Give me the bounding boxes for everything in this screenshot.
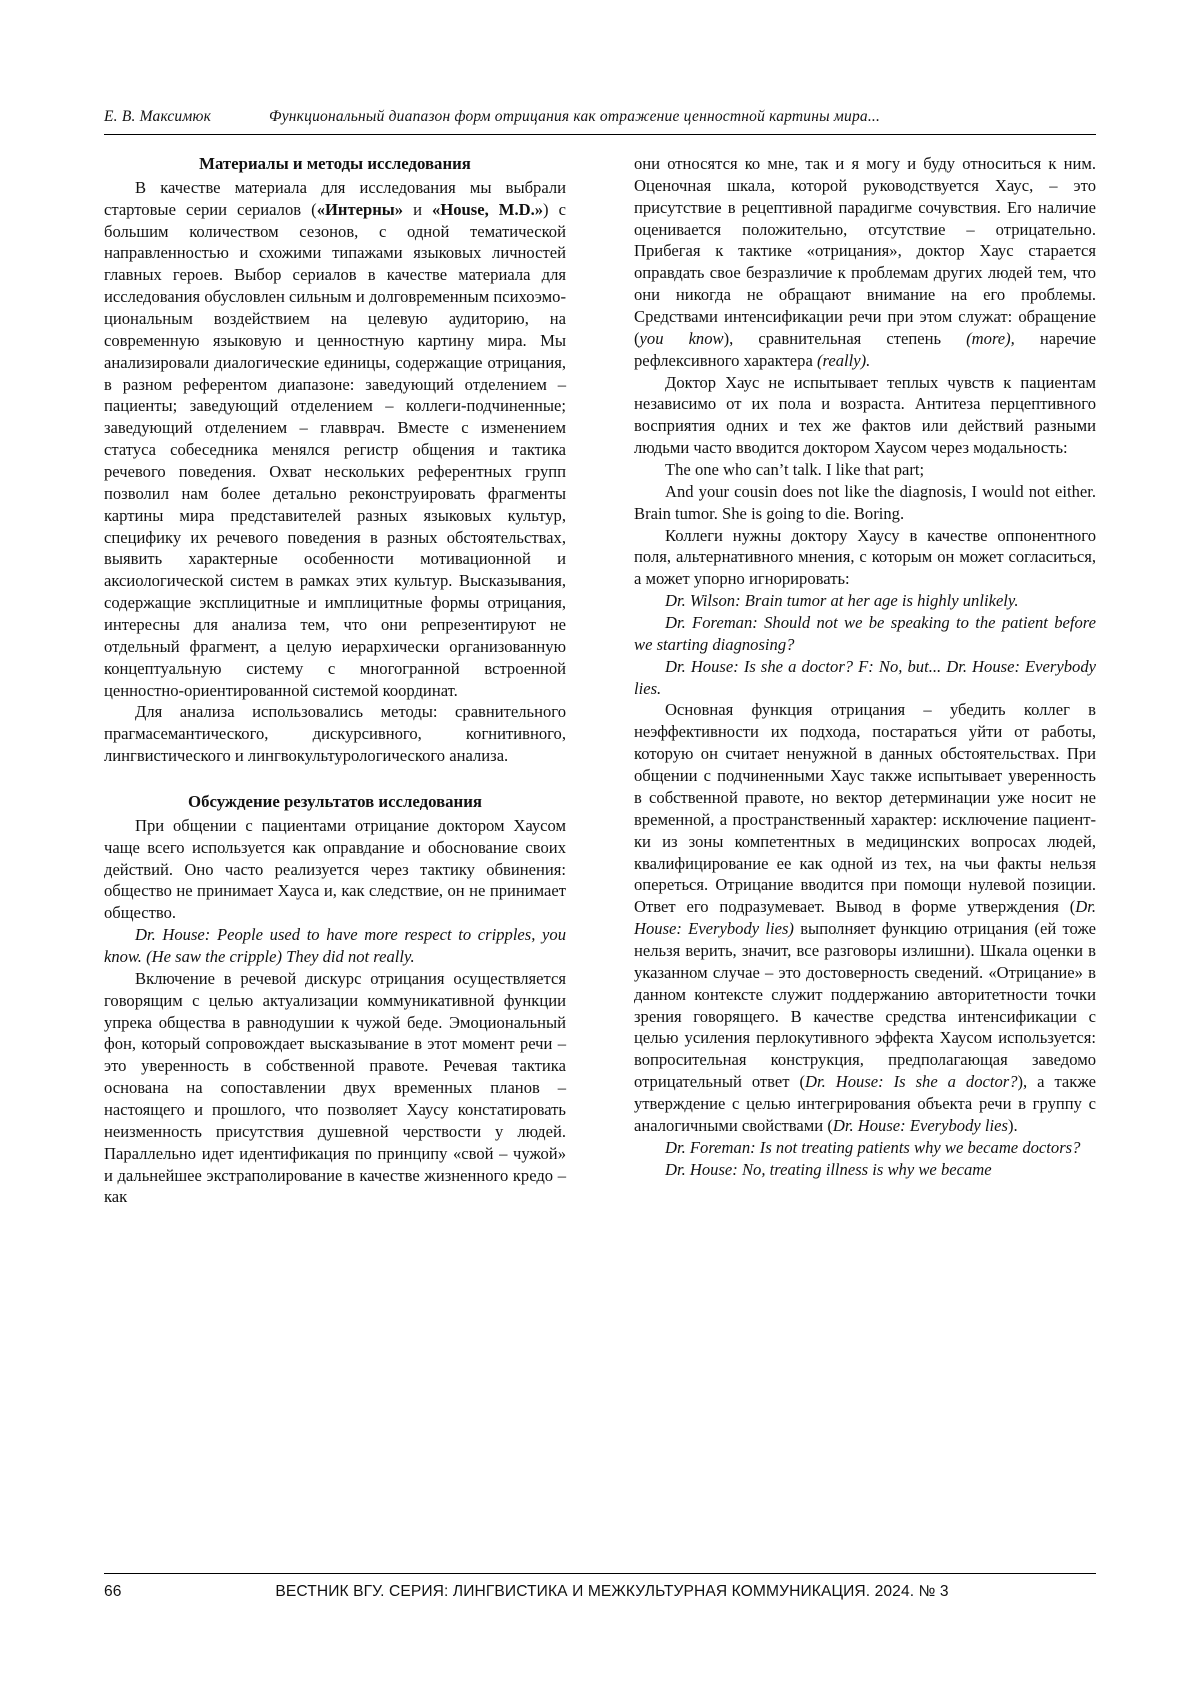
text-run: наречие рефлексивного характера <box>634 328 1096 370</box>
paragraph-discourse: Включение в речевой дискурс отрицания осуществляется говорящим с целью актуализации коммуникативной функции упрека общества в равнодушии к чужой беде. Эмоциональный фон, который сопровождает высказывание в этот момент речи – это уверенность в собственной правоте. Речевая тактика основана на сопоставлении двух временных планов – настоящего и прошлого, что позволяет Хаусу констатировать неизменность присутствия душевной черствости у людей. Параллельно идет идентификация по принципу «свой – чужой» и дальнейшее экстраполирование в качестве жизненного кредо – как <box>104 968 566 1207</box>
text-run: ). <box>1007 1115 1018 1135</box>
quote-english-1: The one who can’t talk. I like that part; <box>665 460 925 480</box>
phrase-really: (really). <box>816 350 871 370</box>
quote-dr-foreman-1: Dr. Foreman: Should not we be speaking to the patient before we starting diagnosing? <box>634 613 1096 654</box>
text-run: ), а также утверждение с целью интегрирования объекта речи в группу с аналогичными свойствами ( <box>634 1072 1096 1135</box>
paragraph-material <box>104 177 566 702</box>
footer-content <box>104 1583 1096 1601</box>
text-run: ) с большим количеством сезонов, с одной тематической направленностью и схожими типажами языковых личностей главных героев. Выбор сериалов в качестве материала для исследования обусловлен сильным и долговременным психоэмоциональным воздействием на целевую аудиторию, на современную языковую и ценностную картину мира. Мы анализировали диалогические единицы, содержащие отрицания, в разном референтом диапазоне: заведующий отделением – пациенты; заведующий отделением – коллеги-подчиненные; заведующий отделением – главврач. Вместе с изменением статуса собеседника менялся регистр общения и тактика речевого поведения. Охват нескольких референтных групп позволил нам более детально реконструировать фрагменты картины мира представителей разных языковых культур, специфику их речевого поведения в разных обстоятельствах, выявить характерные особенности мотивационной и аксиологической систем в рамках этих культур. Высказывания, содержащие эксплицитные и имплицитные формы отрицания, интересны для анализа тем, что они репрезентируют не отдельный фрагмент, а целую иерархически организованную концептуальную систему с многогранной встроенной ценностно-ориентированной системой координат. <box>104 199 567 700</box>
running-head-title: Функциональный диапазон форм отрицания как отражение ценностной картины мира... <box>269 108 881 125</box>
paragraph-evaluation-scale <box>634 153 1096 372</box>
paragraph-antithesis: Доктор Хаус не испытывает теплых чувств к пациентам независимо от их пола и возраста. Антитеза перцептивного восприятия одних и тех же фактов или действий разными людьми часто вводится доктором Хаусом через модальность: <box>634 372 1096 458</box>
text-run: выполняет функцию отрицания (ей тоже нельзя верить, значит, все разговоры излишни). Шкала оценки в указанном случае – это достоверность сведений. «Отрицание» в данном контексте служит поддержанию авторитетности точки зрения говорящего. В качестве средства интенсификации с целью усиления перлокутивного эффекта Хаусом используется: вопросительная конструкция, предполагающая заведомо отрицательный ответ ( <box>634 919 1096 1092</box>
quote-english-2: And your cousin does not like the diagnosis, I would not either. Brain tumor. She is going to die. Boring. <box>634 481 1096 523</box>
paragraph-main-function <box>634 699 1096 1136</box>
series-name-house: «House, M.D.» <box>432 199 544 219</box>
page-number: 66 <box>104 1583 122 1600</box>
text-run: они относятся ко мне, так и я могу и буду относиться к ним. Оценочная шкала, которой руководствуется Хаус, – это присутствие в рецептивной парадигме сочувствия. Его наличие оценивается положительно, отсутствие – отрицательно. Прибегая к тактике «отрицания», доктор Хаус старается оправдать свое безразличие к проблемам других людей тем, что они никогда не обращают внимание на его проблемы. Средствами интенсификации речи при этом служат: обращение ( <box>634 154 1096 348</box>
journal-citation: ВЕСТНИК ВГУ. СЕРИЯ: ЛИНГВИСТИКА И МЕЖКУЛЬТУРНАЯ КОММУНИКАЦИЯ. 2024. № 3 <box>275 1583 949 1600</box>
text-run: В качестве материала для исследования мы выбрали стартовые серии сериалов ( <box>104 177 566 219</box>
quote-dr-foreman-2: Dr. Foreman: Is not treating patients why we became doctors? <box>665 1137 1081 1157</box>
phrase-everybody-lies-1: Dr. House: Everybody lies) <box>634 897 1096 939</box>
text-run: Основная функция отрицания – убедить коллег в неэффективности их подхода, постараться уйти от работы, которую он считает ненужной в данных обстоятельствах. При общении с подчиненными Хаус также испытывает уверенность в собственной правоте, но вектор детерминации уже носит не временной, а пространственный характер: исключение пациентки из зоны компетентных в медицинских вопросах людей, квалифицирование ее как одной из тех, на чьи факты нельзя опереться. Отрицание вводится при помощи нулевой позиции. Ответ его подразумевает. Вывод в форме утверждения ( <box>634 700 1096 917</box>
phrase-everybody-lies-2: Dr. House: Everybody lies <box>832 1115 1008 1135</box>
right-column <box>634 153 1096 1180</box>
heading-materials-and-methods: Материалы и методы исследования <box>199 154 471 173</box>
body-columns <box>104 153 1096 1449</box>
paragraph-colleagues: Коллеги нужны доктору Хаусу в качестве оппонентного поля, альтернативного мнения, с которым он может согласиться, а может упорно игнорировать: <box>634 525 1096 589</box>
phrase-more: (more), <box>966 328 1015 348</box>
paragraph-patients: При общении с пациентами отрицание доктором Хаусом чаще всего используется как оправдание и обоснование своих действий. Оно часто реализуется через тактику обвинения: общество не принимает Хауса и, как следствие, он не принимает общество. <box>104 815 566 923</box>
left-column <box>104 153 566 1208</box>
footer-rule <box>104 1573 1096 1574</box>
quote-dr-house-2: Dr. House: No, treating illness is why we became <box>665 1159 992 1179</box>
running-head <box>104 108 1096 134</box>
paragraph-methods: Для анализа использовались методы: сравнительного прагмасемантического, дискурсивного, когнитивного, лингвистического и лингвокультурологического анализа. <box>104 702 566 766</box>
quote-dr-house-1: Dr. House: Is she a doctor? F: No, but... Dr. House: Everybody lies. <box>634 656 1096 698</box>
heading-discussion: Обсуждение результатов исследования <box>188 792 482 812</box>
running-head-author: Е. В. Максимюк <box>104 108 212 125</box>
quote-dr-wilson: Dr. Wilson: Brain tumor at her age is highly unlikely. <box>665 591 1019 611</box>
text-run: и <box>403 199 433 219</box>
phrase-is-she-a-doctor: Dr. House: Is she a doctor? <box>805 1072 1018 1092</box>
quote-house-cripples: Dr. House: People used to have more respect to cripples, you know. (He saw the cripple) They did not really. <box>104 925 566 967</box>
page-footer <box>104 1573 1096 1601</box>
header-rule <box>104 134 1096 135</box>
text-run: ), сравнительная степень <box>723 328 967 348</box>
series-name-interny: «Интерны» <box>316 199 404 219</box>
phrase-you-know: you know <box>639 328 724 348</box>
